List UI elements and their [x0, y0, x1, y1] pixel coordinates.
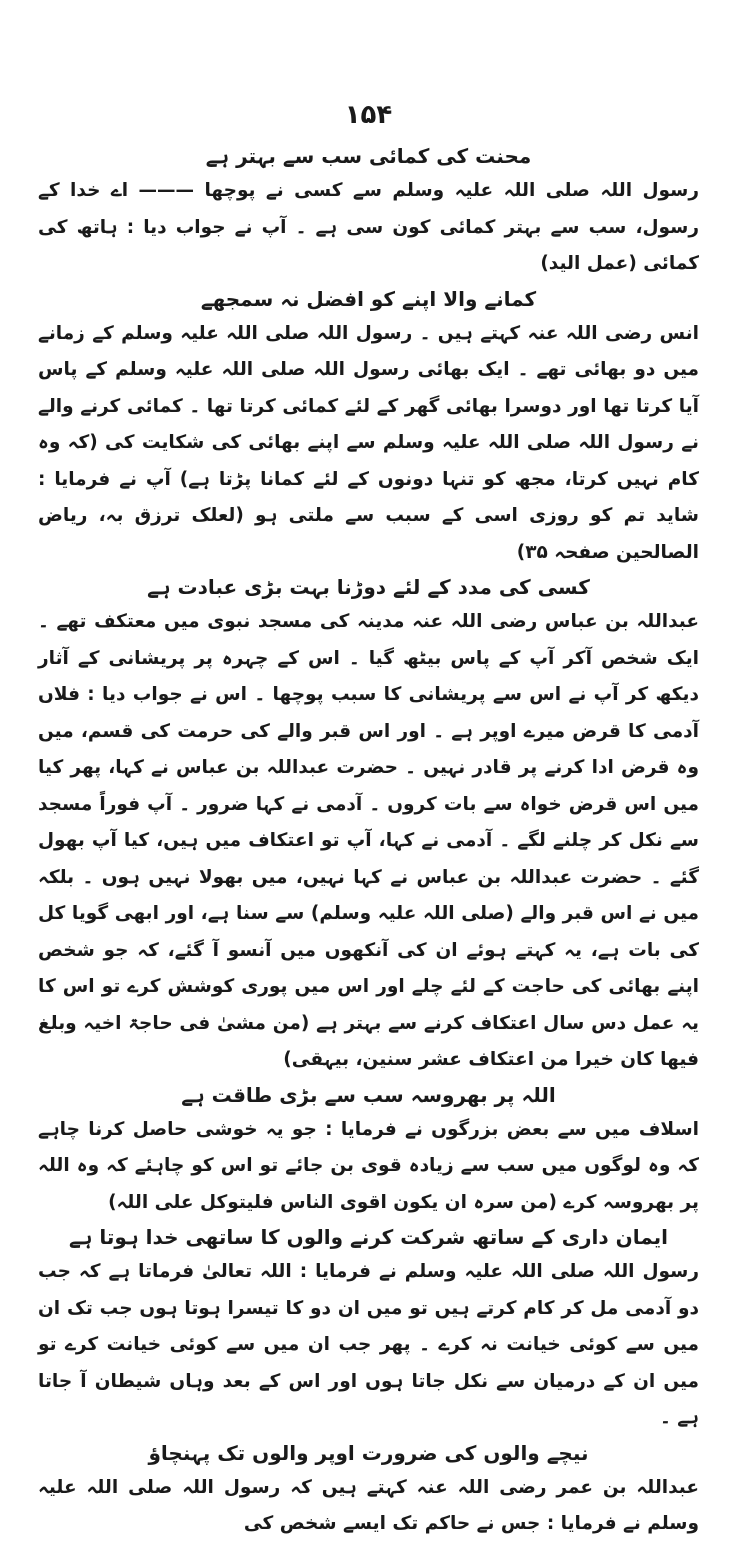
paragraph: عبداللہ بن عباس رضی اللہ عنہ مدینہ کی مسجد نبوی میں معتکف تھے ۔ ایک شخص آکر آپ کے پاس بیٹھ گیا ۔ اس کے چہرہ پر پریشانی کے آثار دیکھ کر آپ نے اس سے پریشانی کا سبب پوچھا ۔ اس نے جواب دیا : فلاں آدمی کا قرض میرے اوپر ہے ۔ اور اس قبر والے کی حرمت کی قسم، میں وہ قرض ادا کرنے پر قادر نہیں ۔ حضرت عبداللہ بن عباس نے کہا، پھر کیا میں اس قرض خواہ سے بات کروں ۔ آدمی نے کہا ضرور ۔ آپ فوراً مسجد سے نکل کر چلنے لگے ۔ آدمی نے کہا، آپ تو اعتکاف میں ہیں، کیا آپ بھول گئے ۔ حضرت عبداللہ بن عباس نے کہا نہیں، میں بھولا نہیں ہوں ۔ بلکہ میں نے اس قبر والے (صلی اللہ علیہ وسلم) سے سنا ہے، اور ابھی گویا کل کی بات ہے، یہ کہتے ہوئے ان کی آنکھوں میں آنسو آ گئے، کہ جو شخص اپنے بھائی کی حاجت کے لئے چلے اور اس میں پوری کوشش کرے تو اس کا یہ عمل دس سال اعتکاف کرنے سے بہتر ہے (من مشیٰ فی حاجۃ اخیہ وبلغ فیھا کان خیرا من اعتکاف عشر سنین، بیہقی): [38, 611, 699, 1070]
section-heading: نیچے والوں کی ضرورت اوپر والوں تک پہنچاؤ: [148, 1440, 589, 1465]
page-number: ۱۵۴: [344, 100, 393, 130]
section-heading: کمانے والا اپنے کو افضل نہ سمجھے: [200, 286, 537, 311]
paragraph: انس رضی اللہ عنہ کہتے ہیں ۔ رسول اللہ صلی اللہ علیہ وسلم کے زمانے میں دو بھائی تھے ۔ ایک بھائی رسول اللہ صلی اللہ علیہ وسلم کے پاس آیا کرتا تھا اور دوسرا بھائی گھر کے لئے کمائی کرتا تھا ۔ کمائی کرنے والے نے رسول اللہ صلی اللہ علیہ وسلم سے اپنے بھائی کی شکایت کی (کہ وہ کام نہیں کرتا، مجھ کو تنہا دونوں کے لئے کمانا پڑتا ہے) آپ نے فرمایا : شاید تم کو روزی اسی کے سبب سے ملتی ہو (لعلک ترزق بہ، ریاض الصالحین صفحہ ۳۵): [38, 322, 699, 563]
paragraph: رسول اللہ صلی اللہ علیہ وسلم نے فرمایا : اللہ تعالیٰ فرماتا ہے کہ جب دو آدمی مل کر کام کرتے ہیں تو میں ان دو کا تیسرا ہوتا ہوں جب تک ان میں سے کوئی خیانت نہ کرے ۔ پھر جب ان میں سے کوئی خیانت کرے تو میں ان کے درمیان سے نکل جاتا ہوں اور اس کے بعد وہاں شیطان آ جاتا ہے ۔: [38, 1261, 699, 1428]
section-heading: محنت کی کمائی سب سے بہتر ہے: [205, 144, 532, 168]
section-heading: کسی کی مدد کے لئے دوڑنا بہت بڑی عبادت ہے: [147, 575, 590, 599]
paragraph: عبداللہ بن عمر رضی اللہ عنہ کہتے ہیں کہ رسول اللہ صلی اللہ علیہ وسلم نے فرمایا : جس نے حاکم تک ایسے شخص کی: [38, 1476, 699, 1534]
paragraph: رسول اللہ صلی اللہ علیہ وسلم سے کسی نے پوچھا ——— اے خدا کے رسول، سب سے بہتر کمائی کون سی ہے ۔ آپ نے جواب دیا : ہاتھ کی کمائی (عمل الید): [38, 180, 699, 274]
section-heading: اللہ پر بھروسہ سب سے بڑی طاقت ہے: [181, 1082, 556, 1107]
section-heading: ایمان داری کے ساتھ شرکت کرنے والوں کا ساتھی خدا ہوتا ہے: [69, 1225, 668, 1249]
paragraph: اسلاف میں سے بعض بزرگوں نے فرمایا : جو یہ خوشی حاصل کرنا چاہے کہ وہ لوگوں میں سب سے زیادہ قوی بن جائے تو اس کو چاہئے کہ وہ اللہ پر بھروسہ کرے (من سرہ ان یکون اقوی الناس فلیتوکل علی اللہ): [38, 1118, 699, 1213]
